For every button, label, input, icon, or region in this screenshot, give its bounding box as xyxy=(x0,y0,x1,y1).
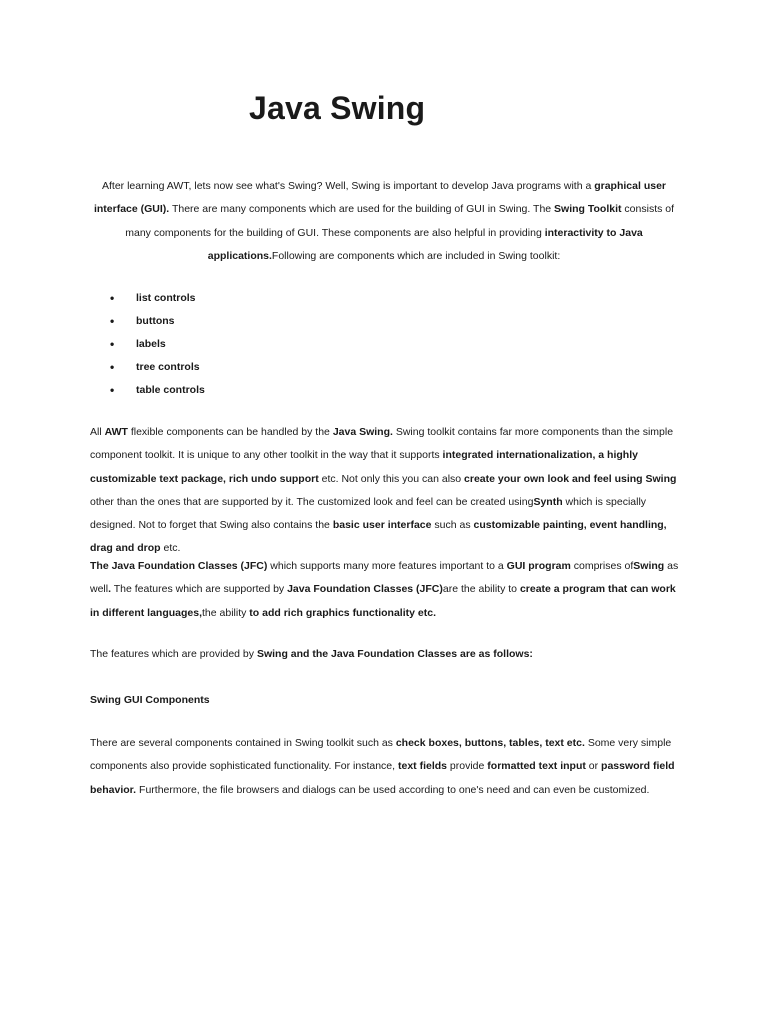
bold-run: graphical user interface (GUI). xyxy=(93,180,666,216)
text-run: Furthermore, the file browsers and dialogs can be used according to one's need and can even be customized. xyxy=(136,783,650,796)
bold-run: basic user interface xyxy=(332,519,432,532)
list-item xyxy=(110,287,205,310)
bold-run: interactivity to Java applications. xyxy=(207,226,643,262)
list-item-label: list controls xyxy=(136,292,196,304)
text-run: provide xyxy=(447,760,488,773)
bullet-icon: • xyxy=(110,360,115,375)
text-run: After learning AWT, lets now see what's Swing? Well, Swing is important to develop Java programs with a xyxy=(101,180,595,192)
bullet-icon: • xyxy=(110,291,115,305)
bold-run: formatted text input xyxy=(487,760,586,773)
gui-components-paragraph xyxy=(90,732,680,802)
bold-run: check boxes, buttons, tables, text etc. xyxy=(395,737,585,749)
text-run: or xyxy=(585,760,602,773)
bold-run: create a program that can work in different languages, xyxy=(90,583,676,619)
text-run: There are many components which are used for the building of GUI in Swing. The xyxy=(169,203,555,216)
list-item-label: table controls xyxy=(136,384,205,397)
text-run: the ability xyxy=(202,606,250,619)
list-item xyxy=(110,333,205,356)
list-item xyxy=(110,356,205,379)
bold-run: GUI program xyxy=(506,560,571,572)
list-item-label: buttons xyxy=(136,315,175,328)
bold-run: to add rich graphics functionality etc. xyxy=(249,606,436,619)
bold-run: AWT xyxy=(104,426,128,438)
text-run: Following are components which are included in Swing toolkit: xyxy=(271,249,561,262)
text-run: other than the ones that are supported by it. The customized look and feel can be created using xyxy=(90,495,534,508)
text-run: consists of many components for the building of GUI. These components are also helpful in providing xyxy=(125,203,675,239)
jfc-paragraph xyxy=(90,555,680,625)
text-run: Some very simple components also provide sophisticated functionality. For instance, xyxy=(90,737,672,773)
bold-run: integrated internationalization, a highly customizable text package, rich undo support xyxy=(90,449,638,485)
bullet-icon: • xyxy=(110,383,115,398)
components-list xyxy=(110,287,205,402)
text-run: which supports many more features important to a xyxy=(267,560,507,572)
bullet-icon: • xyxy=(110,337,115,352)
list-item xyxy=(110,379,205,402)
list-item-label: labels xyxy=(136,338,166,351)
bold-run: Swing Toolkit xyxy=(554,203,622,216)
bold-run: Swing xyxy=(633,560,665,572)
text-run: comprises of xyxy=(570,560,634,572)
page-title: Java Swing xyxy=(249,90,426,126)
text-run: such as xyxy=(431,519,474,532)
text-run: The features which are supported by xyxy=(111,583,288,596)
text-run: Swing toolkit contains far more components than the simple component toolkit. It is unique to any other toolkit in the way that it supports xyxy=(90,426,674,462)
bullet-icon: • xyxy=(110,314,115,329)
awt-paragraph xyxy=(90,421,680,561)
intro-paragraph xyxy=(88,175,680,268)
list-item-label: tree controls xyxy=(136,361,200,374)
text-run: There are several components contained in Swing toolkit such as xyxy=(90,737,396,749)
section-heading: Swing GUI Components xyxy=(90,694,210,706)
text-run: which is specially designed. Not to forget that Swing also contains the xyxy=(90,495,647,532)
text-run: etc. xyxy=(160,542,181,555)
bold-run: password field behavior. xyxy=(90,760,675,796)
bold-run: create your own look and feel using Swing xyxy=(464,472,677,485)
bold-run: Synth xyxy=(533,495,563,508)
bold-run: text fields xyxy=(397,760,447,773)
text-run: as well xyxy=(90,560,679,596)
text-run: flexible components can be handled by the xyxy=(127,426,333,438)
features-intro-paragraph xyxy=(90,643,680,666)
bold-run: Java Foundation Classes (JFC) xyxy=(287,583,443,596)
bold-run: Java Swing. xyxy=(332,426,393,438)
bold-run: . xyxy=(108,583,112,596)
text-run: All xyxy=(90,426,105,438)
text-run: are the ability to xyxy=(442,583,520,596)
text-run: The features which are provided by xyxy=(90,648,257,660)
list-item xyxy=(110,310,205,333)
bold-run: The Java Foundation Classes (JFC) xyxy=(90,560,268,572)
text-run: etc. Not only this you can also xyxy=(318,472,465,485)
bold-run: customizable painting, event handling, drag and drop xyxy=(90,519,667,555)
bold-run: Swing and the Java Foundation Classes are as follows: xyxy=(256,648,533,660)
